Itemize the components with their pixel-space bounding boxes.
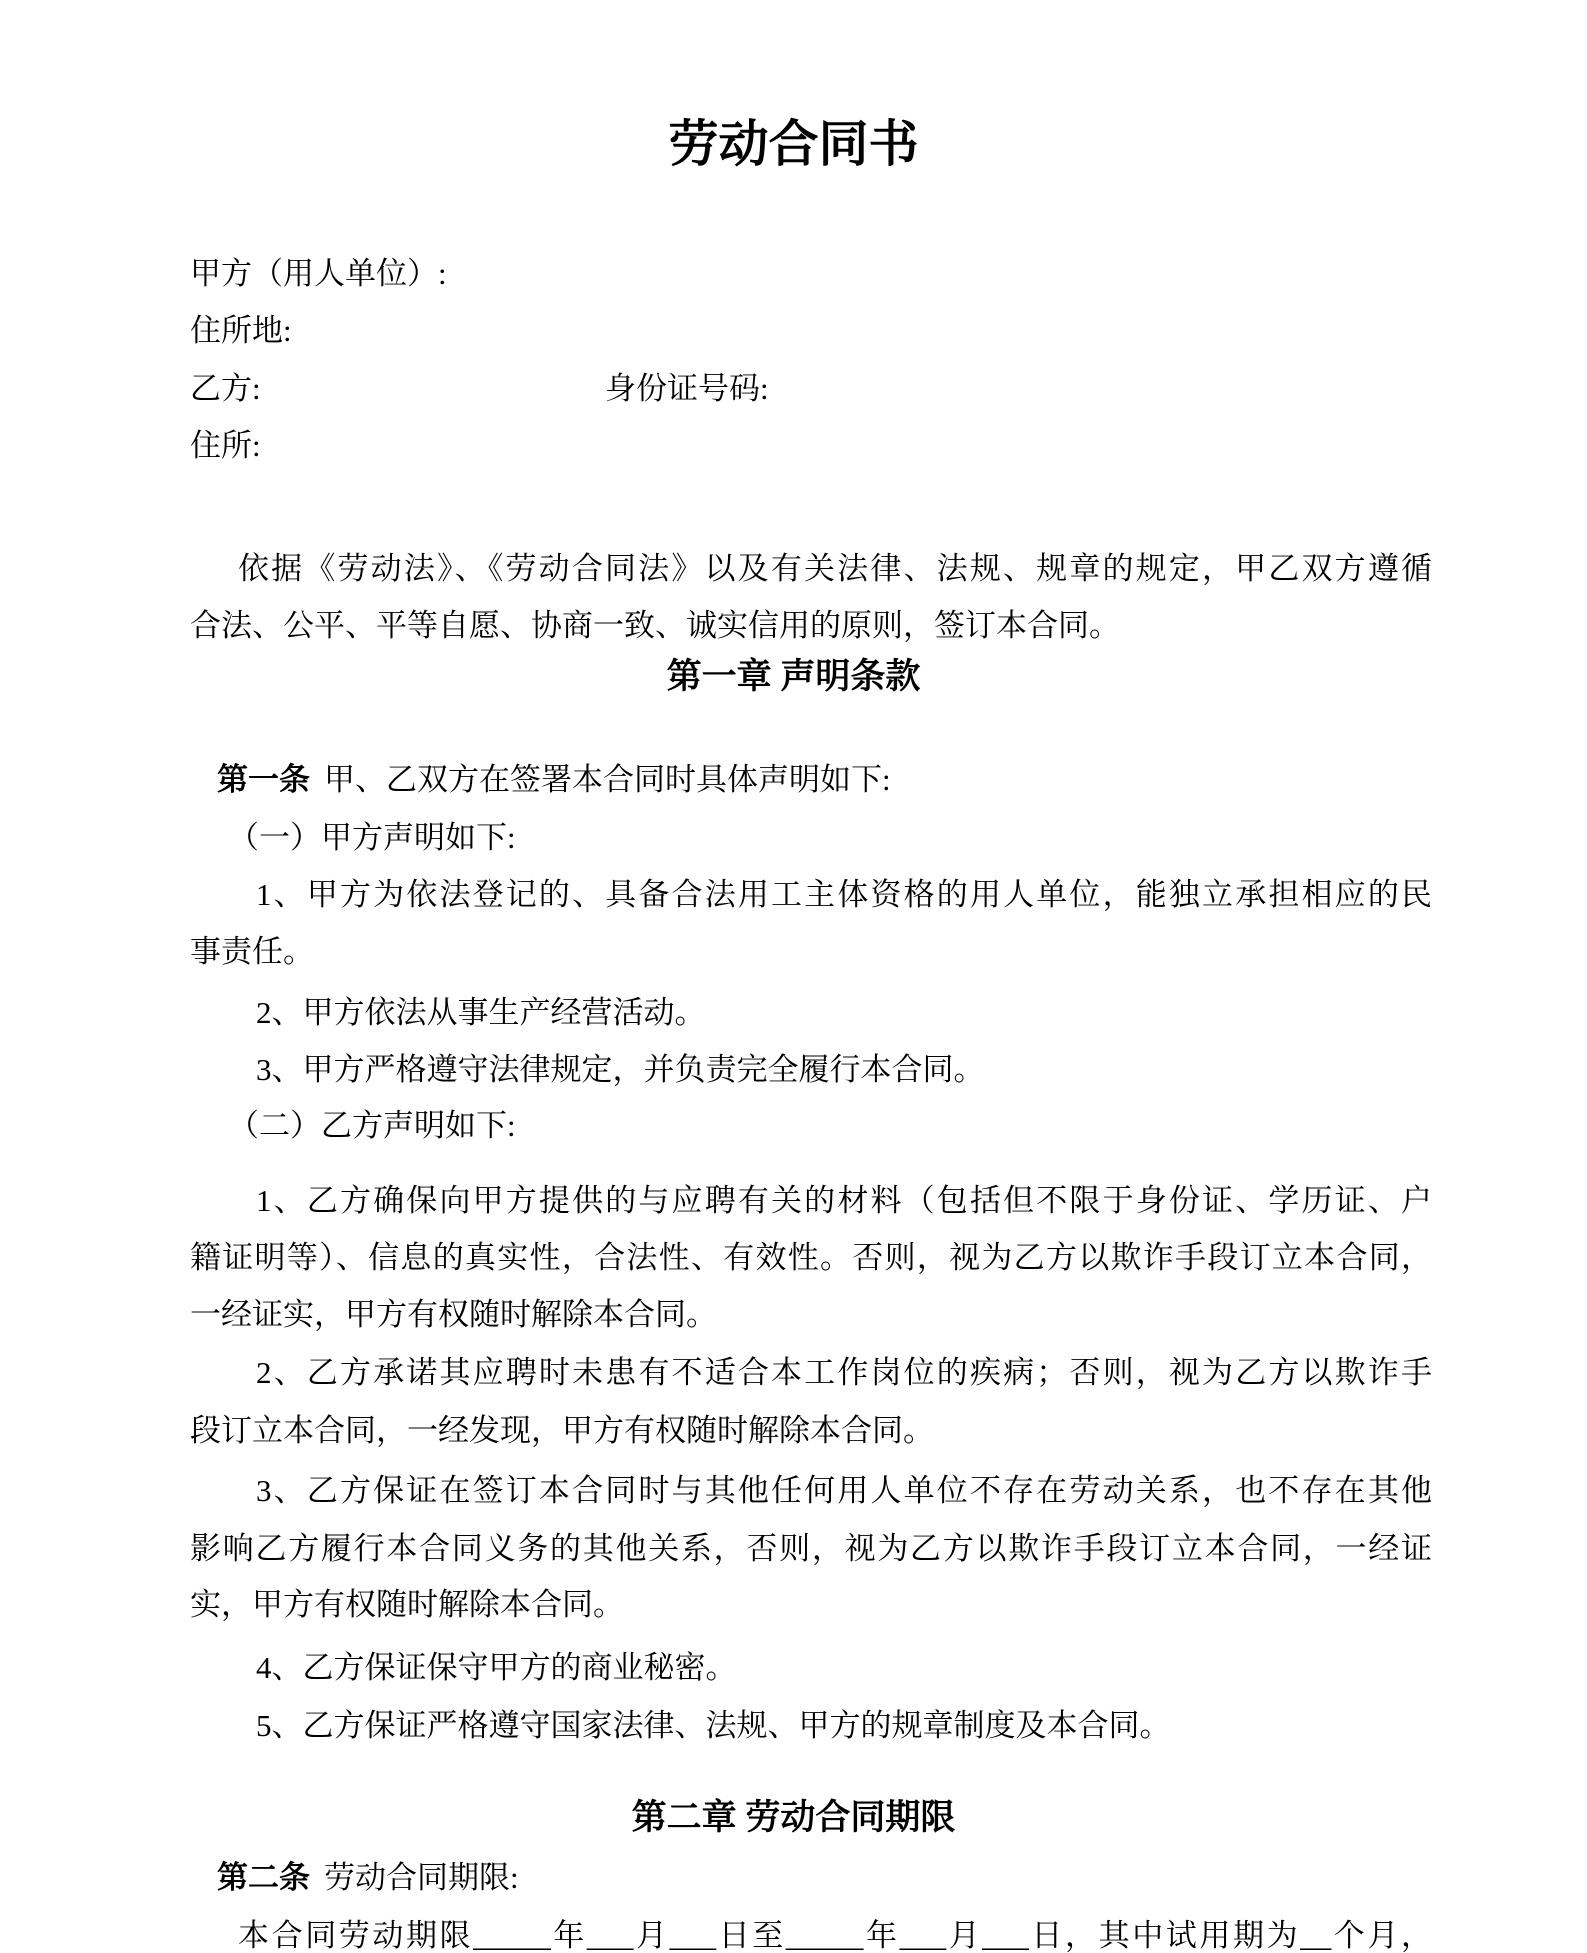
part-b-item2-line1: 2、乙方承诺其应聘时未患有不适合本工作岗位的疾病；否则，视为乙方以欺诈手 xyxy=(256,1355,1432,1390)
party-b-address-line: 住所: xyxy=(190,428,261,463)
part-a-item1-line1: 1、甲方为依法登记的、具备合法用工主体资格的用人单位，能独立承担相应的民 xyxy=(256,877,1432,912)
chapter2-heading: 第二章 劳动合同期限 xyxy=(631,1798,956,1837)
article1-text: 甲、乙双方在签署本合同时具体声明如下: xyxy=(324,762,891,797)
part-a-item3: 3、甲方严格遵守法律规定，并负责完全履行本合同。 xyxy=(256,1052,985,1087)
part-b-item5: 5、乙方保证严格遵守国家法律、法规、甲方的规章制度及本合同。 xyxy=(256,1708,1171,1743)
part-a-heading: （一）甲方声明如下: xyxy=(228,820,516,855)
part-b-heading: （二）乙方声明如下: xyxy=(228,1108,516,1143)
part-b-item4: 4、乙方保证保守甲方的商业秘密。 xyxy=(256,1650,737,1685)
article1-line xyxy=(190,761,1432,799)
part-b-item3-line3: 实，甲方有权随时解除本合同。 xyxy=(190,1587,624,1622)
chapter1-heading: 第一章 声明条款 xyxy=(666,657,921,696)
article2-line xyxy=(190,1859,1432,1897)
party-b-line xyxy=(190,370,1432,408)
intro-line-2: 合法、公平、平等自愿、协商一致、诚实信用的原则，签订本合同。 xyxy=(190,608,1120,643)
article2-label: 第二条 xyxy=(217,1860,310,1895)
article2-text: 劳动合同期限: xyxy=(324,1860,519,1895)
part-b-item1-line1: 1、乙方确保向甲方提供的与应聘有关的材料（包括但不限于身份证、学历证、户 xyxy=(256,1183,1432,1218)
contract-term-line: 本合同劳动期限_____年___月___日至_____年___月___日，其中试用期为__个月， xyxy=(238,1918,1432,1953)
part-b-item2-line2: 段订立本合同，一经发现，甲方有权随时解除本合同。 xyxy=(190,1413,934,1448)
party-b-label: 乙方: xyxy=(190,371,261,406)
party-a-address-line: 住所地: xyxy=(190,313,292,348)
part-a-item2: 2、甲方依法从事生产经营活动。 xyxy=(256,995,706,1030)
part-b-item3-line2: 影响乙方履行本合同义务的其他关系，否则，视为乙方以欺诈手段订立本合同，一经证 xyxy=(190,1531,1432,1566)
part-b-item1-line3: 一经证实，甲方有权随时解除本合同。 xyxy=(190,1297,717,1332)
article1-label: 第一条 xyxy=(217,762,310,797)
part-a-item1-line2: 事责任。 xyxy=(190,934,314,969)
id-number-label: 身份证号码: xyxy=(605,371,769,406)
part-b-item3-line1: 3、乙方保证在签订本合同时与其他任何用人单位不存在劳动关系，也不存在其他 xyxy=(256,1473,1432,1508)
document-title: 劳动合同书 xyxy=(668,116,919,172)
intro-line-1: 依据《劳动法》、《劳动合同法》以及有关法律、法规、规章的规定，甲乙双方遵循 xyxy=(238,551,1432,586)
party-a-line: 甲方（用人单位）: xyxy=(190,256,447,291)
part-b-item1-line2: 籍证明等）、信息的真实性，合法性、有效性。否则，视为乙方以欺诈手段订立本合同， xyxy=(190,1240,1432,1275)
